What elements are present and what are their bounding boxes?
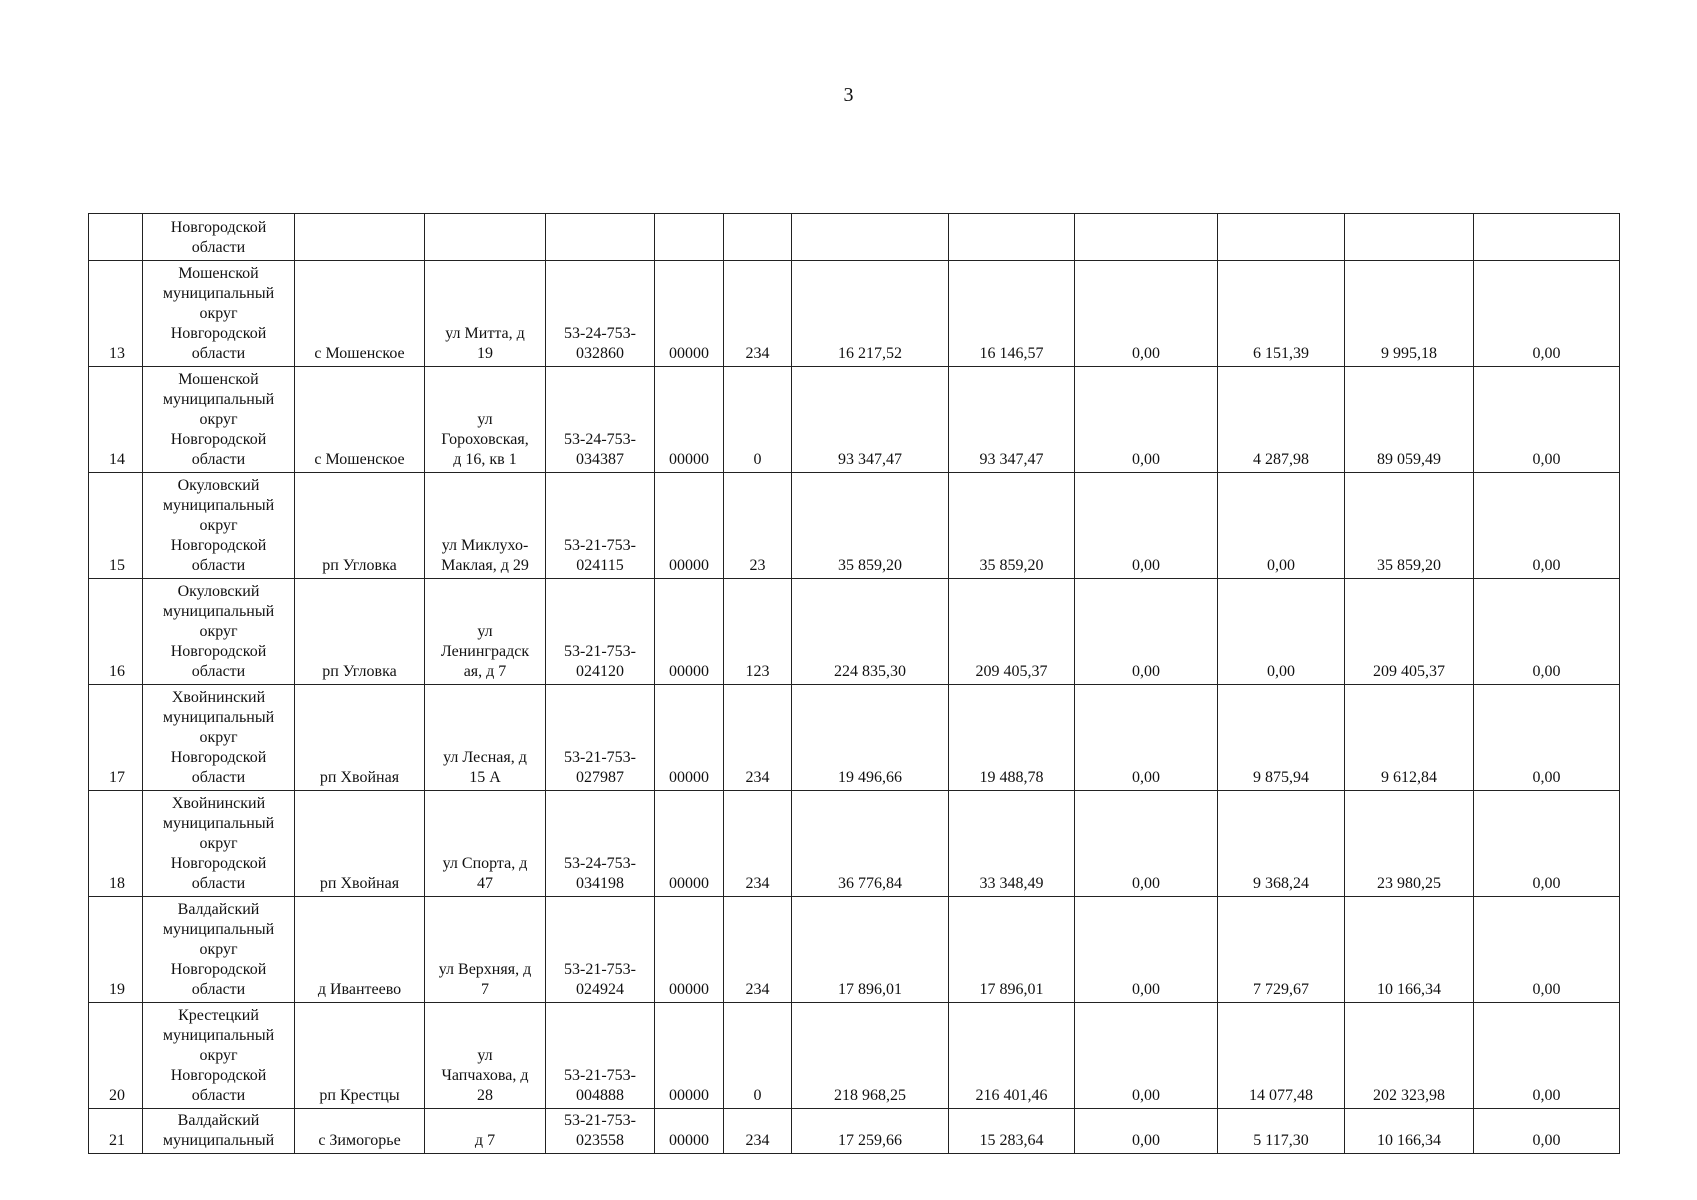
amount-5-cell: 9 612,84 [1345,685,1474,791]
settlement-cell [295,214,425,261]
page-number: 3 [843,84,854,106]
category-cell: 234 [724,1109,792,1154]
amount-1-cell: 17 896,01 [792,897,949,1003]
amount-1-cell [792,214,949,261]
amount-3-cell: 0,00 [1075,685,1218,791]
code-suffix-cell: 00000 [655,685,724,791]
amount-4-cell: 14 077,48 [1218,1003,1345,1109]
address-cell: ул Спорта, д 47 [425,791,546,897]
settlement-cell: рп Крестцы [295,1003,425,1109]
amount-3-cell: 0,00 [1075,897,1218,1003]
row-number-cell: 14 [89,367,143,473]
row-number-cell: 15 [89,473,143,579]
code-cell: 53-24-753- 034387 [546,367,655,473]
amount-2-cell: 93 347,47 [949,367,1075,473]
settlement-cell: с Мошенское [295,367,425,473]
address-cell: ул Лесная, д 15 А [425,685,546,791]
row-number-cell: 17 [89,685,143,791]
amount-3-cell: 0,00 [1075,261,1218,367]
table-row [89,1109,1620,1154]
settlement-cell: рп Хвойная [295,685,425,791]
amount-5-cell: 89 059,49 [1345,367,1474,473]
category-cell: 123 [724,579,792,685]
amount-4-cell: 4 287,98 [1218,367,1345,473]
row-number-cell: 13 [89,261,143,367]
amount-4-cell: 9 368,24 [1218,791,1345,897]
amount-5-cell: 9 995,18 [1345,261,1474,367]
amount-2-cell: 33 348,49 [949,791,1075,897]
address-cell: ул Ленинградск ая, д 7 [425,579,546,685]
code-cell: 53-21-753- 004888 [546,1003,655,1109]
amount-3-cell: 0,00 [1075,791,1218,897]
code-suffix-cell: 00000 [655,1109,724,1154]
category-cell: 234 [724,791,792,897]
table-row [89,1003,1620,1109]
district-cell: Хвойнинский муниципальный округ Новгородской области [143,791,295,897]
table-row [89,579,1620,685]
amount-6-cell: 0,00 [1474,473,1620,579]
address-cell [425,214,546,261]
district-cell: Окуловский муниципальный округ Новгородской области [143,473,295,579]
amount-1-cell: 93 347,47 [792,367,949,473]
district-cell: Окуловский муниципальный округ Новгородской области [143,579,295,685]
district-cell: Крестецкий муниципальный округ Новгородской области [143,1003,295,1109]
amount-2-cell: 216 401,46 [949,1003,1075,1109]
table-row [89,791,1620,897]
amount-2-cell: 16 146,57 [949,261,1075,367]
district-cell: Валдайский муниципальный округ Новгородской области [143,897,295,1003]
address-cell: ул Верхняя, д 7 [425,897,546,1003]
settlement-cell: д Ивантеево [295,897,425,1003]
category-cell: 234 [724,897,792,1003]
amount-6-cell [1474,214,1620,261]
data-table-container [88,213,1619,1154]
row-number-cell: 20 [89,1003,143,1109]
district-cell: Мошенской муниципальный округ Новгородской области [143,261,295,367]
amount-6-cell: 0,00 [1474,261,1620,367]
category-cell [724,214,792,261]
amount-6-cell: 0,00 [1474,685,1620,791]
amount-4-cell: 0,00 [1218,473,1345,579]
amount-6-cell: 0,00 [1474,367,1620,473]
table-row [89,214,1620,261]
row-number-cell: 16 [89,579,143,685]
amount-6-cell: 0,00 [1474,1109,1620,1154]
table-row [89,261,1620,367]
amount-4-cell: 0,00 [1218,579,1345,685]
row-number-cell [89,214,143,261]
amount-1-cell: 224 835,30 [792,579,949,685]
code-cell: 53-21-753- 023558 [546,1109,655,1154]
code-cell: 53-21-753- 024115 [546,473,655,579]
row-number-cell: 18 [89,791,143,897]
code-suffix-cell: 00000 [655,1003,724,1109]
amount-1-cell: 17 259,66 [792,1109,949,1154]
amount-1-cell: 19 496,66 [792,685,949,791]
row-number-cell: 19 [89,897,143,1003]
row-number-cell: 21 [89,1109,143,1154]
settlement-cell: с Зимогорье [295,1109,425,1154]
category-cell: 234 [724,685,792,791]
amount-4-cell: 6 151,39 [1218,261,1345,367]
category-cell: 234 [724,261,792,367]
amount-1-cell: 16 217,52 [792,261,949,367]
address-cell: ул Миклухо- Маклая, д 29 [425,473,546,579]
settlement-cell: рп Угловка [295,579,425,685]
district-cell: Хвойнинский муниципальный округ Новгородской области [143,685,295,791]
code-cell: 53-21-753- 027987 [546,685,655,791]
address-cell: ул Митта, д 19 [425,261,546,367]
amount-6-cell: 0,00 [1474,1003,1620,1109]
code-suffix-cell: 00000 [655,261,724,367]
category-cell: 0 [724,1003,792,1109]
data-table [88,213,1620,1154]
amount-3-cell [1075,214,1218,261]
code-suffix-cell: 00000 [655,367,724,473]
code-cell: 53-24-753- 034198 [546,791,655,897]
amount-2-cell: 17 896,01 [949,897,1075,1003]
amount-2-cell [949,214,1075,261]
category-cell: 23 [724,473,792,579]
address-cell: д 7 [425,1109,546,1154]
amount-1-cell: 218 968,25 [792,1003,949,1109]
amount-2-cell: 19 488,78 [949,685,1075,791]
amount-3-cell: 0,00 [1075,579,1218,685]
table-row [89,367,1620,473]
code-cell: 53-24-753- 032860 [546,261,655,367]
district-cell: Новгородской области [143,214,295,261]
amount-5-cell: 10 166,34 [1345,1109,1474,1154]
settlement-cell: рп Угловка [295,473,425,579]
amount-4-cell: 9 875,94 [1218,685,1345,791]
category-cell: 0 [724,367,792,473]
district-cell: Валдайский муниципальный [143,1109,295,1154]
amount-2-cell: 15 283,64 [949,1109,1075,1154]
amount-5-cell: 10 166,34 [1345,897,1474,1003]
table-row [89,473,1620,579]
settlement-cell: рп Хвойная [295,791,425,897]
address-cell: ул Чапчахова, д 28 [425,1003,546,1109]
amount-5-cell: 209 405,37 [1345,579,1474,685]
amount-4-cell: 7 729,67 [1218,897,1345,1003]
amount-3-cell: 0,00 [1075,473,1218,579]
code-cell [546,214,655,261]
amount-1-cell: 35 859,20 [792,473,949,579]
code-cell: 53-21-753- 024120 [546,579,655,685]
code-suffix-cell: 00000 [655,897,724,1003]
table-row [89,685,1620,791]
amount-1-cell: 36 776,84 [792,791,949,897]
amount-3-cell: 0,00 [1075,367,1218,473]
amount-6-cell: 0,00 [1474,897,1620,1003]
settlement-cell: с Мошенское [295,261,425,367]
amount-5-cell [1345,214,1474,261]
amount-4-cell: 5 117,30 [1218,1109,1345,1154]
amount-2-cell: 209 405,37 [949,579,1075,685]
amount-6-cell: 0,00 [1474,579,1620,685]
amount-6-cell: 0,00 [1474,791,1620,897]
code-suffix-cell [655,214,724,261]
amount-3-cell: 0,00 [1075,1003,1218,1109]
amount-5-cell: 202 323,98 [1345,1003,1474,1109]
district-cell: Мошенской муниципальный округ Новгородской области [143,367,295,473]
amount-5-cell: 35 859,20 [1345,473,1474,579]
amount-3-cell: 0,00 [1075,1109,1218,1154]
code-suffix-cell: 00000 [655,473,724,579]
code-suffix-cell: 00000 [655,791,724,897]
code-cell: 53-21-753- 024924 [546,897,655,1003]
amount-4-cell [1218,214,1345,261]
amount-5-cell: 23 980,25 [1345,791,1474,897]
amount-2-cell: 35 859,20 [949,473,1075,579]
code-suffix-cell: 00000 [655,579,724,685]
table-row [89,897,1620,1003]
address-cell: ул Гороховская, д 16, кв 1 [425,367,546,473]
